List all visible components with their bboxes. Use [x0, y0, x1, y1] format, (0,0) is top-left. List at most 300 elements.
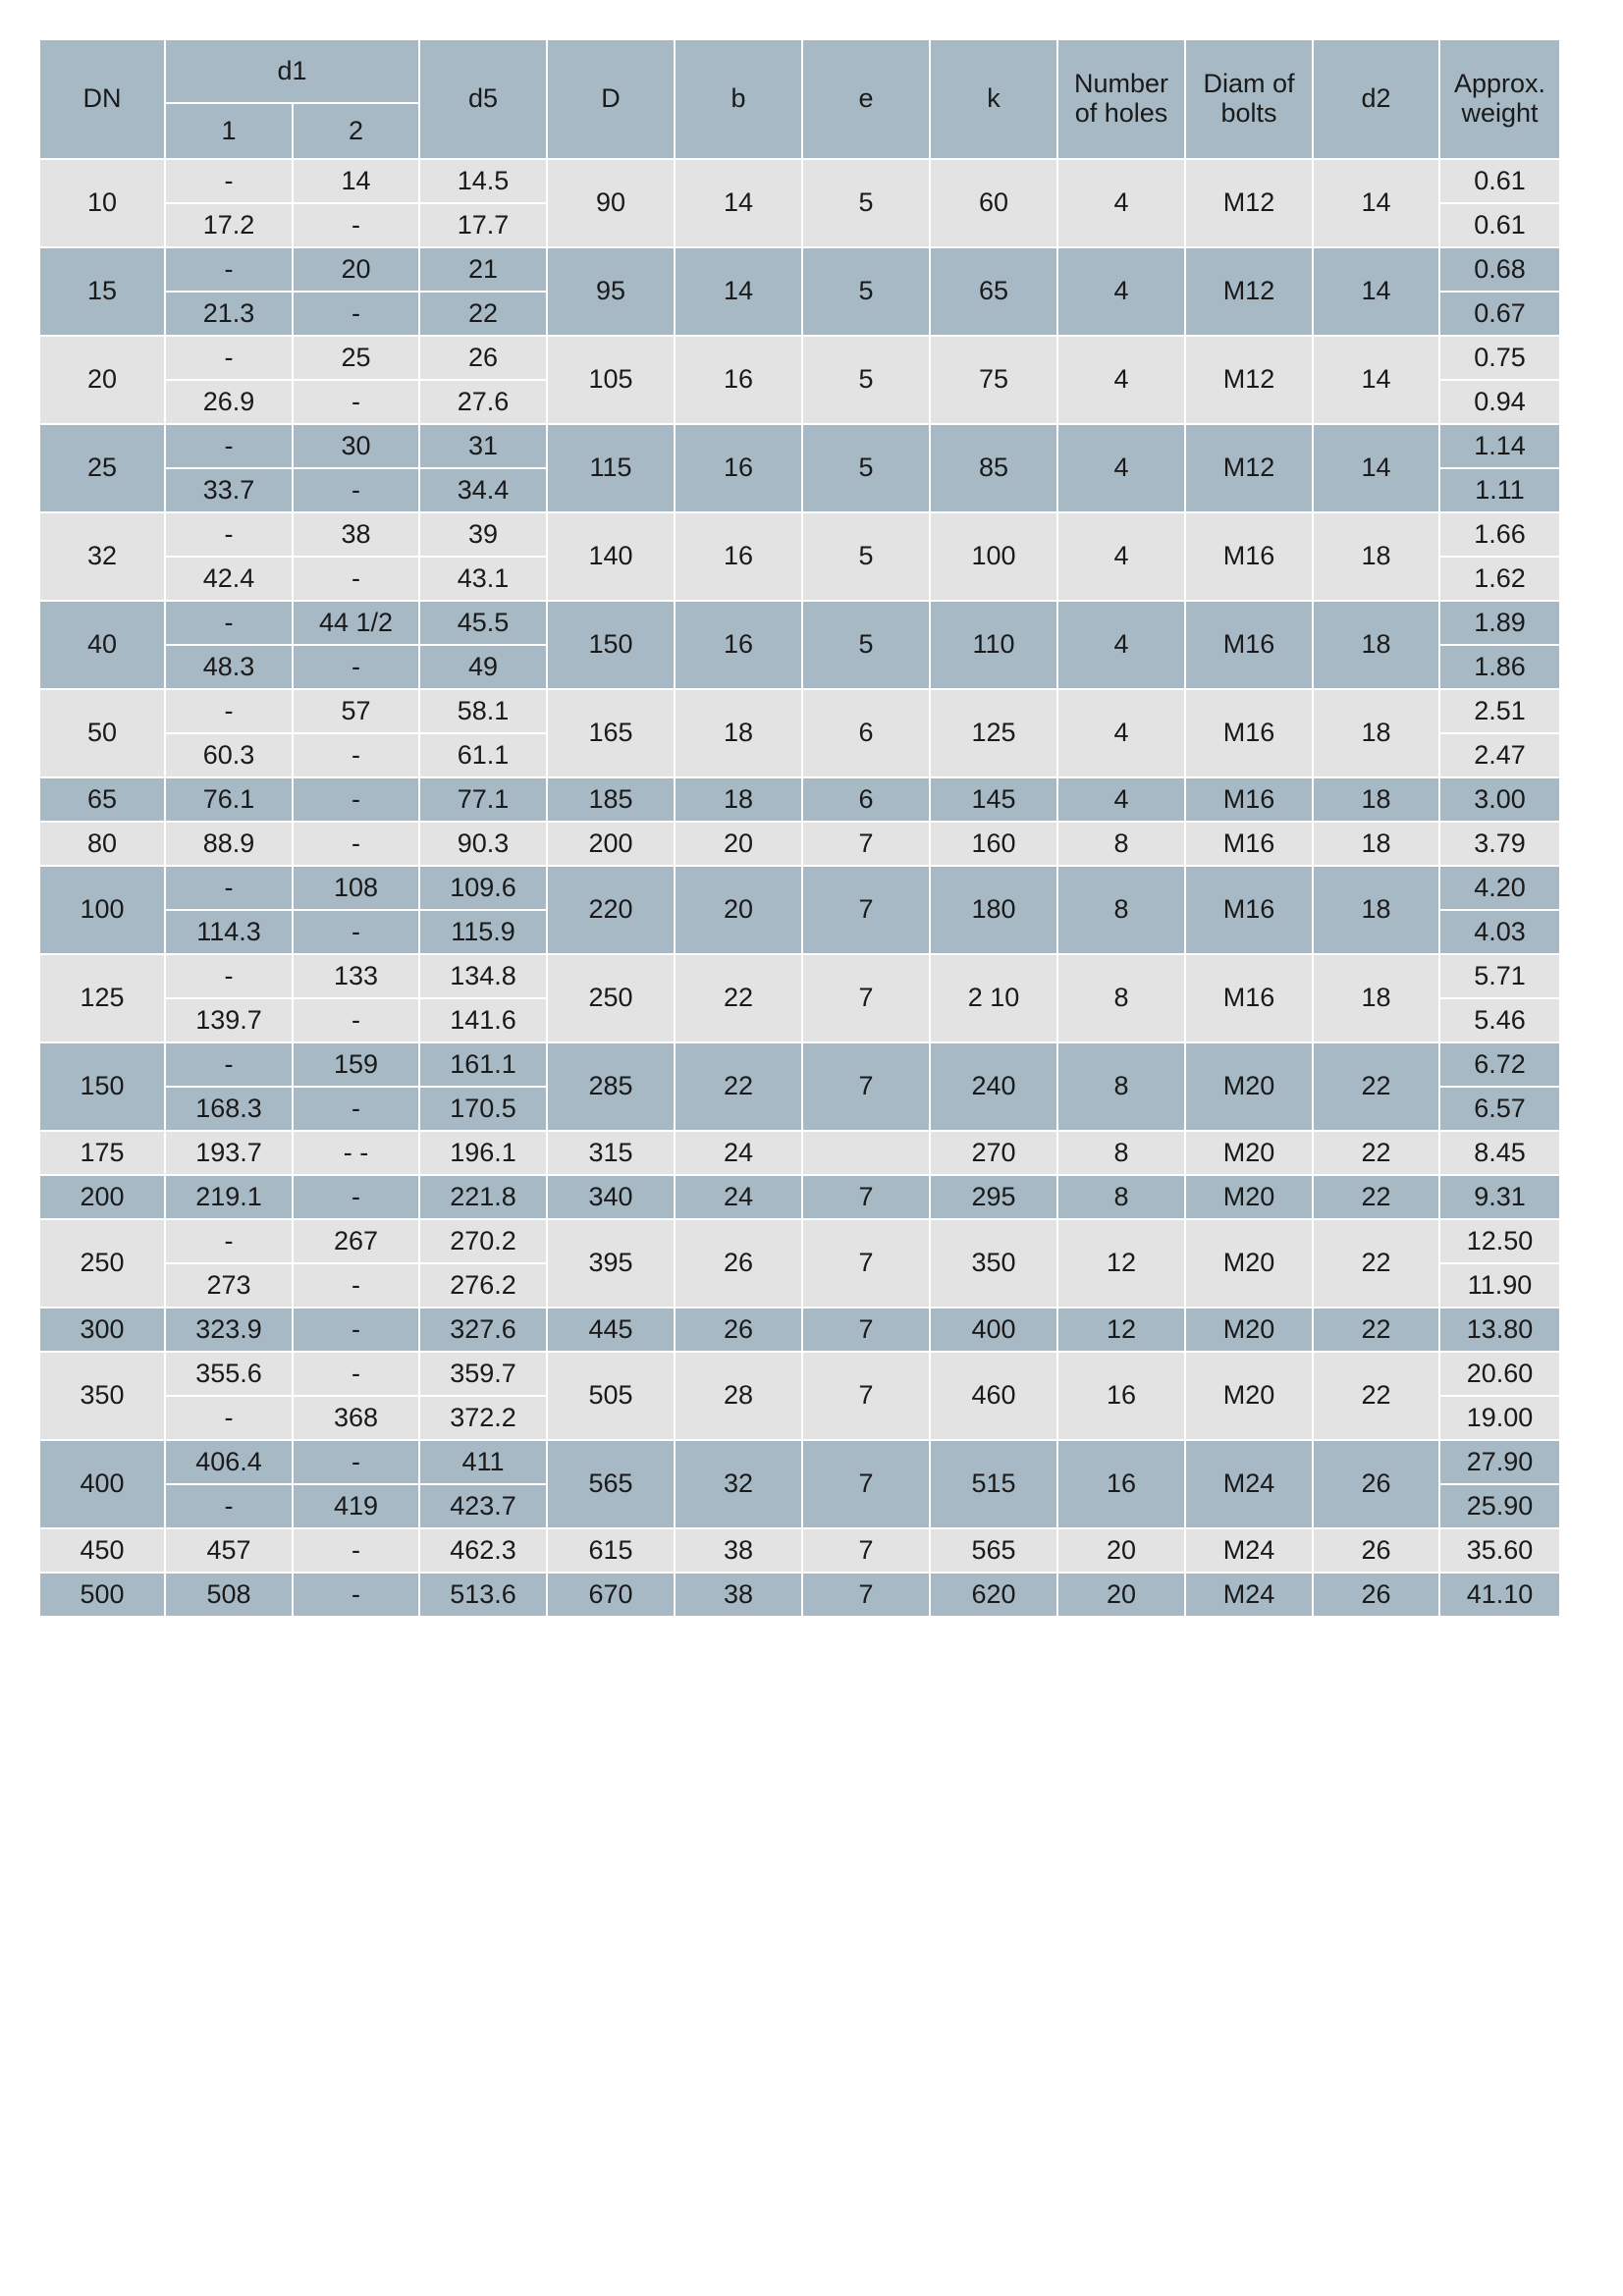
cell-k: 240 [930, 1042, 1057, 1131]
cell-d1-series-1: - [165, 159, 293, 203]
cell-approx-weight: 1.89 [1439, 601, 1560, 645]
cell-d1-series-1: - [165, 336, 293, 380]
cell-approx-weight: 1.14 [1439, 424, 1560, 468]
table-row [39, 1573, 1560, 1617]
cell-d5: 49 [419, 645, 547, 689]
table-row [39, 1528, 1560, 1573]
cell-d1-series-2: - [293, 733, 419, 777]
header-outer-diameter: D [547, 39, 675, 159]
cell-d1-series-1: 457 [165, 1528, 293, 1573]
cell-b: 20 [675, 866, 802, 954]
cell-dn: 350 [39, 1352, 165, 1440]
cell-bolt-diameter: M16 [1185, 866, 1313, 954]
cell-number-of-holes: 4 [1057, 247, 1185, 336]
cell-bolt-diameter: M20 [1185, 1042, 1313, 1131]
cell-d5: 327.6 [419, 1308, 547, 1352]
cell-bolt-diameter: M20 [1185, 1219, 1313, 1308]
cell-k: 75 [930, 336, 1057, 424]
cell-dn: 150 [39, 1042, 165, 1131]
table-row [39, 1219, 1560, 1263]
cell-e: 7 [802, 1175, 930, 1219]
cell-d5: 359.7 [419, 1352, 547, 1396]
cell-outer-diameter: 95 [547, 247, 675, 336]
cell-e: 7 [802, 1042, 930, 1131]
cell-number-of-holes: 4 [1057, 689, 1185, 777]
cell-d1-series-1: 26.9 [165, 380, 293, 424]
cell-d2: 22 [1313, 1352, 1439, 1440]
cell-k: 180 [930, 866, 1057, 954]
cell-d2: 22 [1313, 1175, 1439, 1219]
cell-b: 16 [675, 336, 802, 424]
cell-d2: 18 [1313, 512, 1439, 601]
cell-e: 5 [802, 336, 930, 424]
cell-d1-series-2: - [293, 468, 419, 512]
cell-d1-series-1: 508 [165, 1573, 293, 1617]
cell-approx-weight: 27.90 [1439, 1440, 1560, 1484]
cell-dn: 200 [39, 1175, 165, 1219]
cell-bolt-diameter: M20 [1185, 1308, 1313, 1352]
cell-e: 6 [802, 777, 930, 822]
cell-approx-weight: 35.60 [1439, 1528, 1560, 1573]
cell-outer-diameter: 395 [547, 1219, 675, 1308]
cell-dn: 250 [39, 1219, 165, 1308]
table-row [39, 954, 1560, 998]
cell-d1-series-1: - [165, 866, 293, 910]
cell-approx-weight: 4.03 [1439, 910, 1560, 954]
cell-b: 24 [675, 1131, 802, 1175]
cell-number-of-holes: 16 [1057, 1352, 1185, 1440]
cell-d1-series-2: - [293, 380, 419, 424]
cell-bolt-diameter: M12 [1185, 159, 1313, 247]
cell-b: 18 [675, 777, 802, 822]
cell-d2: 26 [1313, 1528, 1439, 1573]
cell-bolt-diameter: M16 [1185, 822, 1313, 866]
cell-d1-series-2: - [293, 910, 419, 954]
cell-d1-series-1: 76.1 [165, 777, 293, 822]
cell-bolt-diameter: M24 [1185, 1440, 1313, 1528]
cell-outer-diameter: 615 [547, 1528, 675, 1573]
cell-d1-series-2: 419 [293, 1484, 419, 1528]
cell-dn: 450 [39, 1528, 165, 1573]
cell-dn: 500 [39, 1573, 165, 1617]
cell-k: 270 [930, 1131, 1057, 1175]
cell-d1-series-1: - [165, 1219, 293, 1263]
cell-b: 20 [675, 822, 802, 866]
cell-approx-weight: 1.11 [1439, 468, 1560, 512]
cell-bolt-diameter: M16 [1185, 512, 1313, 601]
cell-approx-weight: 3.79 [1439, 822, 1560, 866]
header-k: k [930, 39, 1057, 159]
cell-d5: 372.2 [419, 1396, 547, 1440]
cell-approx-weight: 5.71 [1439, 954, 1560, 998]
cell-d1-series-1: 114.3 [165, 910, 293, 954]
cell-approx-weight: 3.00 [1439, 777, 1560, 822]
cell-d5: 196.1 [419, 1131, 547, 1175]
cell-outer-diameter: 250 [547, 954, 675, 1042]
cell-d1-series-1: - [165, 512, 293, 557]
cell-k: 65 [930, 247, 1057, 336]
cell-b: 18 [675, 689, 802, 777]
cell-d5: 26 [419, 336, 547, 380]
cell-d1-series-2: - [293, 1087, 419, 1131]
cell-approx-weight: 11.90 [1439, 1263, 1560, 1308]
cell-bolt-diameter: M12 [1185, 336, 1313, 424]
cell-number-of-holes: 12 [1057, 1219, 1185, 1308]
header-dn: DN [39, 39, 165, 159]
cell-approx-weight: 6.72 [1439, 1042, 1560, 1087]
cell-outer-diameter: 185 [547, 777, 675, 822]
cell-e: 7 [802, 954, 930, 1042]
cell-d1-series-2: - [293, 203, 419, 247]
cell-d1-series-1: 168.3 [165, 1087, 293, 1131]
cell-d5: 45.5 [419, 601, 547, 645]
cell-d5: 270.2 [419, 1219, 547, 1263]
cell-e: 5 [802, 601, 930, 689]
cell-d1-series-2: - [293, 1528, 419, 1573]
cell-dn: 50 [39, 689, 165, 777]
header-approx-weight: Approx. weight [1439, 39, 1560, 159]
cell-approx-weight: 2.47 [1439, 733, 1560, 777]
cell-dn: 125 [39, 954, 165, 1042]
cell-k: 145 [930, 777, 1057, 822]
cell-number-of-holes: 12 [1057, 1308, 1185, 1352]
cell-d1-series-2: 14 [293, 159, 419, 203]
cell-k: 60 [930, 159, 1057, 247]
cell-b: 26 [675, 1219, 802, 1308]
cell-k: 125 [930, 689, 1057, 777]
cell-outer-diameter: 565 [547, 1440, 675, 1528]
cell-outer-diameter: 200 [547, 822, 675, 866]
cell-b: 38 [675, 1573, 802, 1617]
table-header [39, 39, 1560, 159]
table-row [39, 1440, 1560, 1484]
cell-b: 24 [675, 1175, 802, 1219]
cell-d1-series-1: 42.4 [165, 557, 293, 601]
cell-outer-diameter: 315 [547, 1131, 675, 1175]
cell-approx-weight: 0.67 [1439, 292, 1560, 336]
cell-number-of-holes: 4 [1057, 336, 1185, 424]
cell-number-of-holes: 8 [1057, 954, 1185, 1042]
cell-bolt-diameter: M20 [1185, 1175, 1313, 1219]
table-row [39, 689, 1560, 733]
cell-approx-weight: 6.57 [1439, 1087, 1560, 1131]
cell-dn: 32 [39, 512, 165, 601]
cell-d1-series-1: 355.6 [165, 1352, 293, 1396]
cell-number-of-holes: 8 [1057, 822, 1185, 866]
cell-k: 565 [930, 1528, 1057, 1573]
cell-d5: 39 [419, 512, 547, 557]
table-row [39, 1308, 1560, 1352]
cell-bolt-diameter: M12 [1185, 247, 1313, 336]
cell-dn: 80 [39, 822, 165, 866]
cell-dn: 20 [39, 336, 165, 424]
cell-approx-weight: 2.51 [1439, 689, 1560, 733]
cell-dn: 40 [39, 601, 165, 689]
cell-d1-series-1: - [165, 954, 293, 998]
cell-d1-series-2: 38 [293, 512, 419, 557]
cell-bolt-diameter: M16 [1185, 689, 1313, 777]
cell-d1-series-1: - [165, 689, 293, 733]
cell-d5: 34.4 [419, 468, 547, 512]
cell-d5: 77.1 [419, 777, 547, 822]
cell-dn: 400 [39, 1440, 165, 1528]
cell-b: 38 [675, 1528, 802, 1573]
cell-bolt-diameter: M24 [1185, 1573, 1313, 1617]
cell-dn: 175 [39, 1131, 165, 1175]
cell-d5: 115.9 [419, 910, 547, 954]
cell-e: 7 [802, 1308, 930, 1352]
cell-d1-series-2: - [293, 998, 419, 1042]
cell-bolt-diameter: M16 [1185, 777, 1313, 822]
cell-d1-series-2: 25 [293, 336, 419, 380]
cell-number-of-holes: 20 [1057, 1573, 1185, 1617]
cell-approx-weight: 1.62 [1439, 557, 1560, 601]
cell-d1-series-1: - [165, 424, 293, 468]
cell-e: 7 [802, 1528, 930, 1573]
cell-approx-weight: 0.61 [1439, 203, 1560, 247]
cell-approx-weight: 4.20 [1439, 866, 1560, 910]
cell-k: 295 [930, 1175, 1057, 1219]
cell-approx-weight: 9.31 [1439, 1175, 1560, 1219]
cell-d1-series-1: 88.9 [165, 822, 293, 866]
cell-d1-series-1: 323.9 [165, 1308, 293, 1352]
table-row [39, 159, 1560, 203]
table-row [39, 1042, 1560, 1087]
cell-bolt-diameter: M20 [1185, 1352, 1313, 1440]
cell-d1-series-2: - [293, 1175, 419, 1219]
cell-outer-diameter: 670 [547, 1573, 675, 1617]
cell-b: 28 [675, 1352, 802, 1440]
cell-k: 85 [930, 424, 1057, 512]
cell-d5: 21 [419, 247, 547, 292]
cell-dn: 15 [39, 247, 165, 336]
header-e: e [802, 39, 930, 159]
cell-approx-weight: 19.00 [1439, 1396, 1560, 1440]
cell-e: 7 [802, 822, 930, 866]
cell-d1-series-2: - [293, 822, 419, 866]
cell-d5: 134.8 [419, 954, 547, 998]
cell-d1-series-2: - [293, 1440, 419, 1484]
cell-number-of-holes: 4 [1057, 512, 1185, 601]
cell-b: 32 [675, 1440, 802, 1528]
cell-d1-series-1: - [165, 1484, 293, 1528]
cell-approx-weight: 13.80 [1439, 1308, 1560, 1352]
cell-e: 7 [802, 1440, 930, 1528]
cell-b: 26 [675, 1308, 802, 1352]
cell-d2: 18 [1313, 689, 1439, 777]
cell-d2: 14 [1313, 424, 1439, 512]
cell-d2: 18 [1313, 954, 1439, 1042]
cell-d1-series-1: - [165, 247, 293, 292]
cell-number-of-holes: 4 [1057, 159, 1185, 247]
cell-d2: 26 [1313, 1440, 1439, 1528]
cell-d5: 170.5 [419, 1087, 547, 1131]
cell-outer-diameter: 105 [547, 336, 675, 424]
cell-d1-series-2: - - [293, 1131, 419, 1175]
cell-number-of-holes: 8 [1057, 1131, 1185, 1175]
cell-number-of-holes: 20 [1057, 1528, 1185, 1573]
cell-d5: 276.2 [419, 1263, 547, 1308]
cell-e: 7 [802, 1352, 930, 1440]
cell-d2: 18 [1313, 822, 1439, 866]
cell-d5: 61.1 [419, 733, 547, 777]
cell-approx-weight: 0.61 [1439, 159, 1560, 203]
cell-approx-weight: 25.90 [1439, 1484, 1560, 1528]
cell-k: 350 [930, 1219, 1057, 1308]
cell-dn: 65 [39, 777, 165, 822]
cell-d5: 43.1 [419, 557, 547, 601]
cell-number-of-holes: 4 [1057, 424, 1185, 512]
cell-d5: 462.3 [419, 1528, 547, 1573]
cell-number-of-holes: 4 [1057, 601, 1185, 689]
cell-dn: 100 [39, 866, 165, 954]
cell-k: 2 10 [930, 954, 1057, 1042]
cell-approx-weight: 0.68 [1439, 247, 1560, 292]
cell-d1-series-2: 30 [293, 424, 419, 468]
cell-d1-series-2: 108 [293, 866, 419, 910]
cell-d1-series-2: - [293, 645, 419, 689]
cell-outer-diameter: 90 [547, 159, 675, 247]
cell-d5: 513.6 [419, 1573, 547, 1617]
cell-approx-weight: 12.50 [1439, 1219, 1560, 1263]
cell-d2: 26 [1313, 1573, 1439, 1617]
cell-dn: 25 [39, 424, 165, 512]
cell-d1-series-1: 17.2 [165, 203, 293, 247]
table-row [39, 866, 1560, 910]
cell-d1-series-1: - [165, 1396, 293, 1440]
cell-d1-series-2: - [293, 1308, 419, 1352]
cell-d1-series-1: 33.7 [165, 468, 293, 512]
table-row [39, 822, 1560, 866]
cell-b: 16 [675, 424, 802, 512]
cell-k: 620 [930, 1573, 1057, 1617]
header-d1-series-1: 1 [165, 103, 293, 159]
cell-d5: 22 [419, 292, 547, 336]
cell-approx-weight: 20.60 [1439, 1352, 1560, 1396]
table-row [39, 1131, 1560, 1175]
cell-bolt-diameter: M16 [1185, 601, 1313, 689]
cell-b: 16 [675, 601, 802, 689]
cell-d5: 31 [419, 424, 547, 468]
cell-approx-weight: 41.10 [1439, 1573, 1560, 1617]
cell-d1-series-1: 48.3 [165, 645, 293, 689]
cell-d5: 141.6 [419, 998, 547, 1042]
cell-bolt-diameter: M16 [1185, 954, 1313, 1042]
header-d5: d5 [419, 39, 547, 159]
cell-d2: 18 [1313, 866, 1439, 954]
cell-d1-series-1: - [165, 601, 293, 645]
cell-k: 460 [930, 1352, 1057, 1440]
cell-bolt-diameter: M20 [1185, 1131, 1313, 1175]
cell-d2: 18 [1313, 601, 1439, 689]
cell-d1-series-2: 159 [293, 1042, 419, 1087]
cell-d2: 22 [1313, 1131, 1439, 1175]
cell-approx-weight: 0.75 [1439, 336, 1560, 380]
header-d2: d2 [1313, 39, 1439, 159]
cell-d5: 90.3 [419, 822, 547, 866]
cell-outer-diameter: 220 [547, 866, 675, 954]
cell-e: 5 [802, 247, 930, 336]
cell-d2: 14 [1313, 159, 1439, 247]
cell-outer-diameter: 115 [547, 424, 675, 512]
cell-d1-series-1: 219.1 [165, 1175, 293, 1219]
cell-d5: 161.1 [419, 1042, 547, 1087]
cell-e: 5 [802, 159, 930, 247]
cell-d5: 14.5 [419, 159, 547, 203]
cell-bolt-diameter: M12 [1185, 424, 1313, 512]
table-row [39, 1175, 1560, 1219]
cell-d1-series-2: 368 [293, 1396, 419, 1440]
cell-d1-series-2: 57 [293, 689, 419, 733]
cell-outer-diameter: 140 [547, 512, 675, 601]
cell-d1-series-2: 267 [293, 1219, 419, 1263]
cell-approx-weight: 8.45 [1439, 1131, 1560, 1175]
table-row [39, 336, 1560, 380]
cell-d1-series-1: - [165, 1042, 293, 1087]
cell-d1-series-2: - [293, 1352, 419, 1396]
cell-e: 7 [802, 1573, 930, 1617]
cell-approx-weight: 1.66 [1439, 512, 1560, 557]
cell-d1-series-2: 44 1/2 [293, 601, 419, 645]
cell-number-of-holes: 8 [1057, 866, 1185, 954]
cell-d5: 423.7 [419, 1484, 547, 1528]
cell-number-of-holes: 16 [1057, 1440, 1185, 1528]
table-row [39, 512, 1560, 557]
cell-d1-series-2: 133 [293, 954, 419, 998]
cell-d1-series-1: 139.7 [165, 998, 293, 1042]
cell-d2: 22 [1313, 1219, 1439, 1308]
flange-dimensions-table [38, 38, 1561, 1618]
cell-d5: 17.7 [419, 203, 547, 247]
cell-d1-series-2: - [293, 777, 419, 822]
cell-outer-diameter: 150 [547, 601, 675, 689]
header-b: b [675, 39, 802, 159]
table-row [39, 247, 1560, 292]
cell-d2: 18 [1313, 777, 1439, 822]
cell-k: 515 [930, 1440, 1057, 1528]
table-row [39, 777, 1560, 822]
cell-d5: 411 [419, 1440, 547, 1484]
cell-d2: 22 [1313, 1042, 1439, 1131]
cell-d5: 109.6 [419, 866, 547, 910]
cell-approx-weight: 0.94 [1439, 380, 1560, 424]
cell-d1-series-1: 273 [165, 1263, 293, 1308]
cell-d1-series-1: 21.3 [165, 292, 293, 336]
cell-b: 14 [675, 159, 802, 247]
cell-e: 7 [802, 1219, 930, 1308]
cell-d1-series-2: - [293, 292, 419, 336]
cell-outer-diameter: 340 [547, 1175, 675, 1219]
cell-number-of-holes: 8 [1057, 1042, 1185, 1131]
cell-outer-diameter: 165 [547, 689, 675, 777]
cell-k: 100 [930, 512, 1057, 601]
cell-approx-weight: 1.86 [1439, 645, 1560, 689]
cell-b: 16 [675, 512, 802, 601]
cell-d1-series-1: 193.7 [165, 1131, 293, 1175]
cell-outer-diameter: 285 [547, 1042, 675, 1131]
table-row [39, 601, 1560, 645]
header-number-of-holes: Number of holes [1057, 39, 1185, 159]
cell-d1-series-2: - [293, 1263, 419, 1308]
cell-k: 160 [930, 822, 1057, 866]
cell-d5: 221.8 [419, 1175, 547, 1219]
cell-d1-series-2: - [293, 557, 419, 601]
header-d1-series-2: 2 [293, 103, 419, 159]
cell-d1-series-2: 20 [293, 247, 419, 292]
cell-e: 7 [802, 866, 930, 954]
table-row [39, 424, 1560, 468]
cell-bolt-diameter: M24 [1185, 1528, 1313, 1573]
